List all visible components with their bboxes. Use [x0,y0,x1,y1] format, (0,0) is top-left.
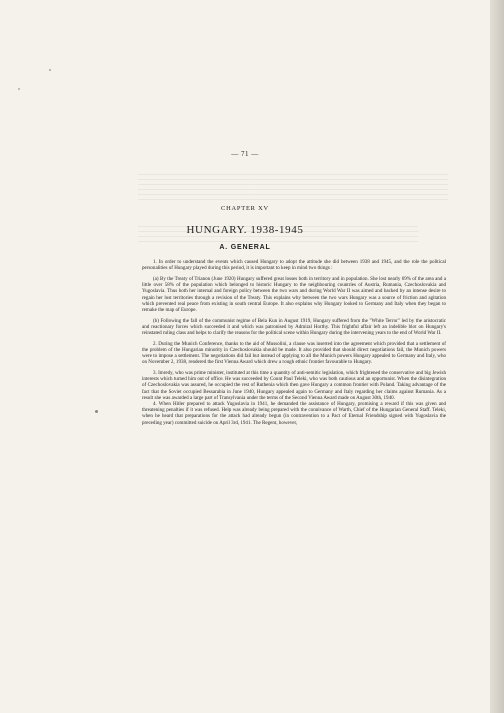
paragraph-4: 4. When Hitler prepared to attack Yugoslavia in 1941, he demanded the assistance of Hungary, promising a reward if this was given and threatening penalties if it was refused. Help was already being prepared with the connivance of Warth, Chief of the Hungarian General Staff. Teleki, when he heard that preparations for the attack had already begun (in contravention to a Pact of Eternal Friendship signed with Yugoslavia the preceding year) committed suicide on April 3rd, 1941. The Regent, however, [142,401,446,426]
body-text [142,259,446,426]
paragraph-1b: (b) Following the fall of the communist regime of Bela Kun in August 1919, Hungary suffered from the "White Terror" led by the aristocratic and reactionary forces which succeeded it and which was patronised by Admiral Horthy. This frightful affair left an indelible blot on Hungary's reinstated ruling class and helps to clarify the reasons for the political scene within Hungary during the intervening years to the end of World War II. [142,317,446,337]
paper-speck [49,69,51,71]
show-through-text [138,174,448,200]
chapter-heading: CHAPTER XV [221,205,269,212]
paper-speck [95,410,98,413]
page-number: — 71 — [231,150,259,158]
section-heading: A. GENERAL [219,244,271,251]
paragraph-2: 2. During the Munich Conference, thanks to the aid of Mussolini, a clause was inserted into the agreement which provided that a settlement of the problem of the Hungarian minority in Czechoslovakia should be made. It also provided that should direct negotiations fail, the Munich powers were to impose a settlement. The negotiations did fail but instead of applying to all the Munich powers Hungary appealed to Germany and Italy, who on November 2, 1938, rendered the first Vienna Award which drew a rough ethnic frontier favourable to Hungary. [142,340,446,366]
paragraph-3: 3. Imredy, who was prime minister, instituted at this time a quantity of anti-semitic legislation, which frightened the conservative and big Jewish interests which turned him out of office. He was succeeded by Count Paul Teleki, who was both cautious and an opportunist. When the disintegration of Czechoslovakia was assured, he occupied the rest of Ruthenia which then gave Hungary a common frontier with Poland. Taking advantage of the fact that the Soviet occupied Bessarabia in June 1940, Hungary appealed again to Germany and Italy regarding her claims against Rumania. As a result she was awarded a large part of Transylvania under the terms of the Second Vienna Award made on August 30th, 1940. [142,370,446,401]
page-edge [490,0,504,713]
paragraph-1: 1. In order to understand the events which caused Hungary to adopt the attitude she did between 1938 and 1945, and the role the political personalities of Hungary played during this period, it is important to keep in mind two things : [142,259,446,272]
paper-speck [18,88,20,90]
page-title: HUNGARY. 1938-1945 [186,224,304,236]
paragraph-1a: (a) By the Treaty of Trianon (June 1920) Hungary suffered great losses both in territory and in population. She lost nearly 69% of the area and a little over 58% of the population which belonged to historic Hungary to the neighbouring countries of Austria, Rumania, Czechoslovakia and Yugoslavia. Thus both her internal and foreign policy between the two wars and during World War II was aimed and backed by an intense desire to regain her lost territories through a revision of the Treaty. This explains why between the two wars Hungary was a source of friction and agitation which prevented real peace from existing in south central Europe. It also explains why Hungary looked to Germany and Italy when they began to remake the map of Europe. [142,275,446,313]
